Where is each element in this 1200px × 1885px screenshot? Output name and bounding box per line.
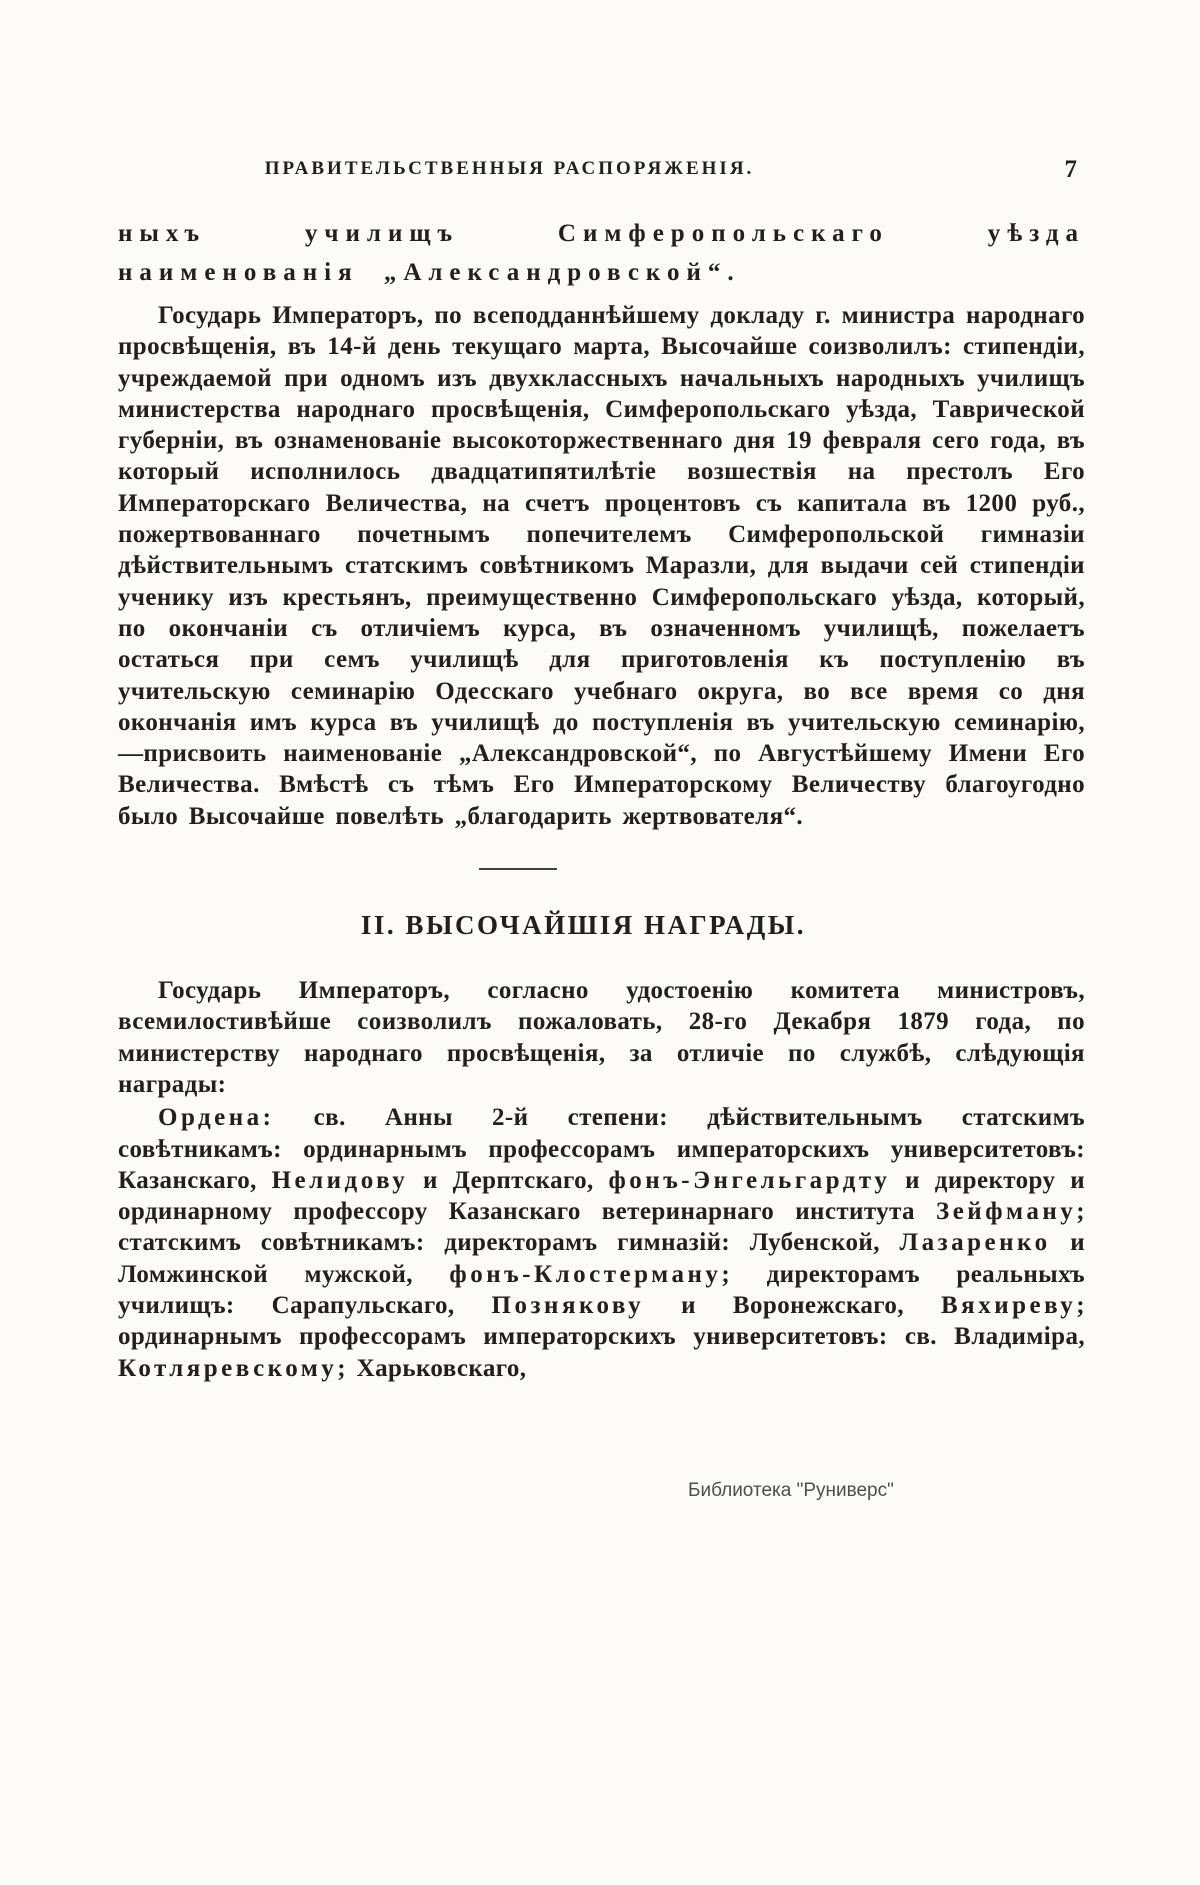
page-header	[118, 158, 1085, 188]
emphasized-name: Котляревскому	[118, 1354, 338, 1382]
emphasized-name: Познякову	[491, 1292, 645, 1320]
plain-text: ; ординарнымъ профессорамъ императорскихъ университетовъ: св. Владиміра,	[118, 1292, 1085, 1351]
plain-text: и Воронежскаго,	[644, 1292, 941, 1320]
library-watermark: Библиотека "Руниверс"	[688, 1480, 894, 1501]
paragraph-decree: Государь Императоръ, по всеподданнѣйшему докладу г. министра народнаго просвѣщенія, въ 14-й день текущаго марта, Высочайше соизволилъ: стипендіи, учреждаемой при одномъ изъ двухклассныхъ начальныхъ народныхъ училищъ министерства народнаго просвѣщенія, Симферопольскаго уѣзда, Таврической губерніи, въ ознаменованіе высокоторжественнаго дня 19 февраля сего года, въ который исполнилось двадцатипятилѣтіе возшествія на престолъ Его Императорскаго Величества, на счетъ процентовъ съ капитала въ 1200 руб., пожертвованнаго почетнымъ попечителемъ Симферопольской гимназіи дѣйствительнымъ статскимъ совѣтникомъ Маразли, для выдачи сей стипендіи ученику изъ крестьянъ, преимущественно Симферопольскаго уѣзда, который, по окончаніи съ отличіемъ курса, въ означенномъ училищѣ, пожелаетъ остаться при семъ училищѣ для приготовленія къ поступленію въ учительскую семинарію Одесскаго учебнаго округа, во все время со дня окончанія имъ курса въ училищѣ до поступленія въ учительскую семинарію,—присвоить наименованіе „Александровской“, по Августѣйшему Имени Его Величества. Вмѣстѣ съ тѣмъ Его Императорскому Величеству благоугодно было Высочайше повелѣть „благодарить жертвователя“.	[118, 302, 1085, 830]
paragraph-continuation: ныхъ училищъ Симферопольскаго уѣзда наименованія „Александровской“.	[118, 220, 1085, 286]
emphasized-name: Лазаренко	[899, 1229, 1051, 1257]
paragraph-orders-list	[118, 1102, 1085, 1384]
plain-text: и директору и ординарному профессору Казанскаго ветеринарнаго института	[118, 1166, 1086, 1226]
section-heading: II. ВЫСОЧАЙШІЯ НАГРАДЫ.	[360, 910, 807, 941]
section-divider	[479, 868, 557, 870]
paragraph-awards-intro: Государь Императоръ, согласно удостоенію комитета министровъ, всемилостивѣйше соизволилъ пожаловать, 28-го Декабря 1879 года, по министерству народнаго просвѣщенія, за отличіе по службѣ, слѣдующія награды:	[118, 977, 1085, 1098]
emphasized-name: Зейфману	[936, 1198, 1077, 1226]
plain-text: и Ломжинской мужской,	[118, 1229, 1085, 1288]
plain-text: ; статскимъ совѣтникамъ: директорамъ гимназій: Лубенской,	[118, 1198, 1085, 1257]
emphasized-name: Ордена:	[158, 1104, 275, 1132]
emphasized-name: Нелидову	[271, 1166, 409, 1194]
running-title: ПРАВИТЕЛЬСТВЕННЫЯ РАСПОРЯЖЕНІЯ.	[264, 158, 755, 179]
plain-text: св. Анны 2-й степени: дѣйствительнымъ статскимъ совѣтникамъ: ординарнымъ профессорамъ императорскихъ университетовъ: Казанскаго,	[118, 1104, 1085, 1194]
emphasized-name: фонъ-Энгельгардту	[608, 1166, 891, 1194]
plain-text: ; Харьковскаго,	[337, 1354, 527, 1382]
emphasized-name: фонъ-Клостерману	[449, 1260, 722, 1288]
plain-text: ; директорамъ реальныхъ училищъ: Сарапульскаго,	[118, 1260, 1085, 1320]
page-number: 7	[1064, 156, 1077, 183]
emphasized-name: Вяхиреву	[941, 1292, 1077, 1320]
plain-text: и Дерптскаго,	[408, 1166, 609, 1194]
